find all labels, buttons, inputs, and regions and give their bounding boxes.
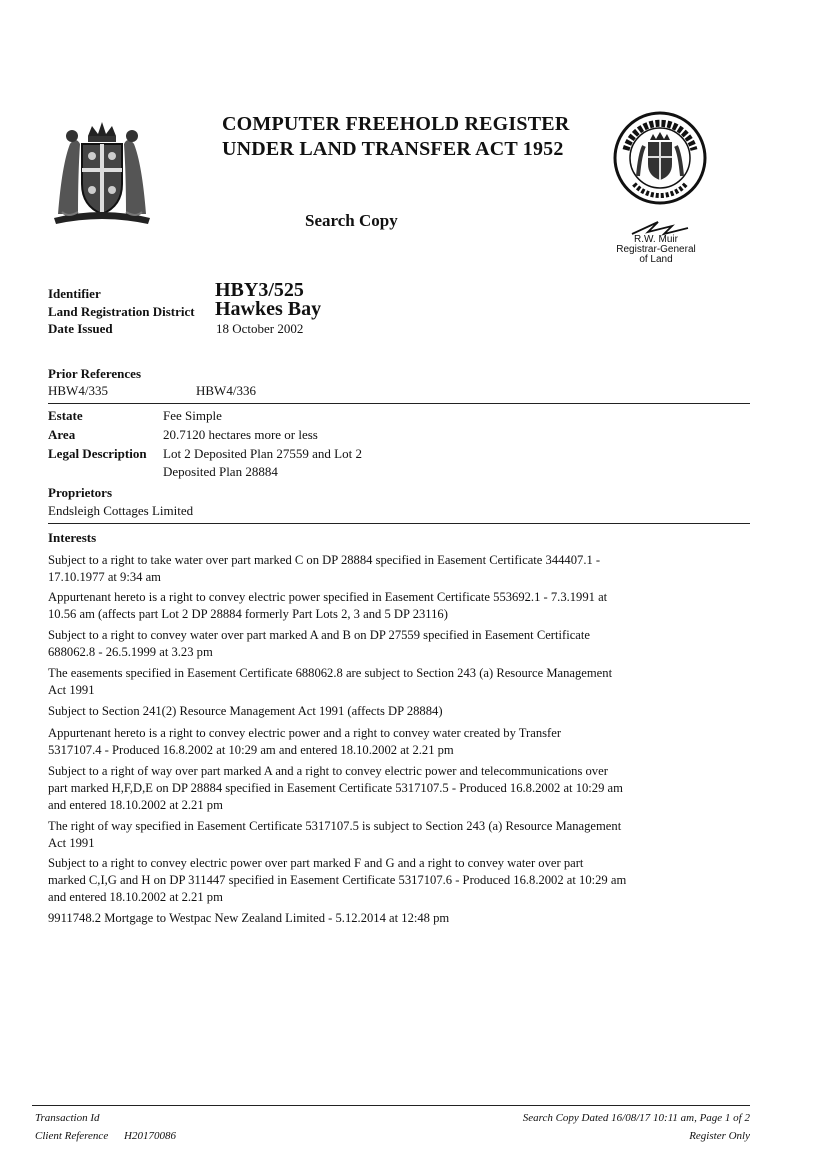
interest-entry [48,665,708,699]
registrar-name: R.W. Muir [634,234,678,245]
registrar-caption [604,235,708,265]
interest-entry [48,552,708,586]
area-value: 20.7120 hectares more or less [163,427,318,442]
interest-line: 10.56 am (affects part Lot 2 DP 28884 formerly Part Lots 2, 3 and 5 DP 23116) [48,607,448,621]
register-only-note: Register Only [689,1130,750,1142]
interest-line: Act 1991 [48,683,95,697]
search-copy-dated: Search Copy Dated 16/08/17 10:11 am, Page 1 of 2 [522,1112,750,1124]
identifier-label: Identifier [48,286,101,301]
interest-line: Subject to a right of way over part marked A and a right to convey electric power and telecommunications over [48,764,608,778]
prior-reference: HBW4/335 [48,383,108,398]
registrar-general-seal [612,110,708,206]
prior-reference: HBW4/336 [196,383,256,398]
interest-line: The right of way specified in Easement Certificate 5317107.5 is subject to Section 243 (a) Resource Management [48,819,622,833]
section-divider [48,523,750,524]
interest-line: Appurtenant hereto is a right to convey electric power and a right to convey water created by Transfer [48,726,562,740]
estate-label: Estate [48,408,83,423]
section-divider [48,403,750,404]
date-issued-value: 18 October 2002 [216,321,304,336]
interest-line: Appurtenant hereto is a right to convey electric power specified in Easement Certificate 553692.1 - 7.3.1991 at [48,590,608,604]
interest-entry [48,910,708,927]
interest-line: 5317107.4 - Produced 16.8.2002 at 10:29 am and entered 18.10.2002 at 2.21 pm [48,743,454,757]
interests-label: Interests [48,530,97,545]
interest-line: The easements specified in Easement Certificate 688062.8 are subject to Section 243 (a) Resource Management [48,666,613,680]
district-label: Land Registration District [48,304,195,319]
interest-line: Act 1991 [48,836,95,850]
prior-references-label: Prior References [48,366,141,381]
interest-line: Subject to a right to convey water over part marked A and B on DP 27559 specified in Easement Certificate [48,628,590,642]
proprietors-value: Endsleigh Cottages Limited [48,503,194,518]
interest-line: Subject to a right to take water over part marked C on DP 28884 specified in Easement Certificate 344407.1 - [48,553,601,567]
interest-line: part marked H,F,D,E on DP 28884 specified in Easement Certificate 5317107.5 - Produced 16.8.2002 at 10:29 am [48,781,623,795]
interest-entry [48,589,708,623]
interest-entry [48,725,708,759]
district-value: Hawkes Bay [215,298,322,320]
transaction-id-label: Transaction Id [35,1112,100,1124]
document-title [222,112,569,162]
interest-entry [48,627,708,661]
interest-entry [48,763,708,814]
interest-entry [48,818,708,852]
footer-divider [32,1105,750,1106]
registrar-of: of Land [639,254,673,265]
client-reference-label: Client Reference [35,1130,109,1142]
legal-description-line-1: Lot 2 Deposited Plan 27559 and Lot 2 [163,446,362,461]
area-label: Area [48,427,76,442]
search-copy-heading: Search Copy [305,211,398,230]
legal-description-line-2: Deposited Plan 28884 [163,464,278,479]
client-reference-value: H20170086 [124,1130,176,1142]
date-issued-label: Date Issued [48,321,113,336]
title-line-1: COMPUTER FREEHOLD REGISTER [222,113,570,135]
interest-line: 17.10.1977 at 9:34 am [48,570,161,584]
identifier-value: HBY3/525 [215,279,304,301]
interest-line: and entered 18.10.2002 at 2.21 pm [48,890,223,904]
interest-line: Subject to Section 241(2) Resource Management Act 1991 (affects DP 28884) [48,704,443,718]
legal-description-label: Legal Description [48,446,147,461]
interest-line: marked C,I,G and H on DP 311447 specified in Easement Certificate 5317107.6 - Produced 16.8.2002 at 10:29 am [48,873,627,887]
interest-entry [48,703,708,720]
interest-entry [48,855,708,906]
title-line-2: UNDER LAND TRANSFER ACT 1952 [222,138,564,160]
coat-of-arms-emblem [48,114,156,226]
interest-line: 688062.8 - 26.5.1999 at 3.23 pm [48,645,213,659]
interest-line: 9911748.2 Mortgage to Westpac New Zealand Limited - 5.12.2014 at 12:48 pm [48,911,450,925]
estate-value: Fee Simple [163,408,222,423]
interest-line: Subject to a right to convey electric power over part marked F and G and a right to convey water over part [48,856,584,870]
interest-line: and entered 18.10.2002 at 2.21 pm [48,798,223,812]
registrar-title: Registrar-General [616,244,696,255]
proprietors-label: Proprietors [48,485,113,500]
